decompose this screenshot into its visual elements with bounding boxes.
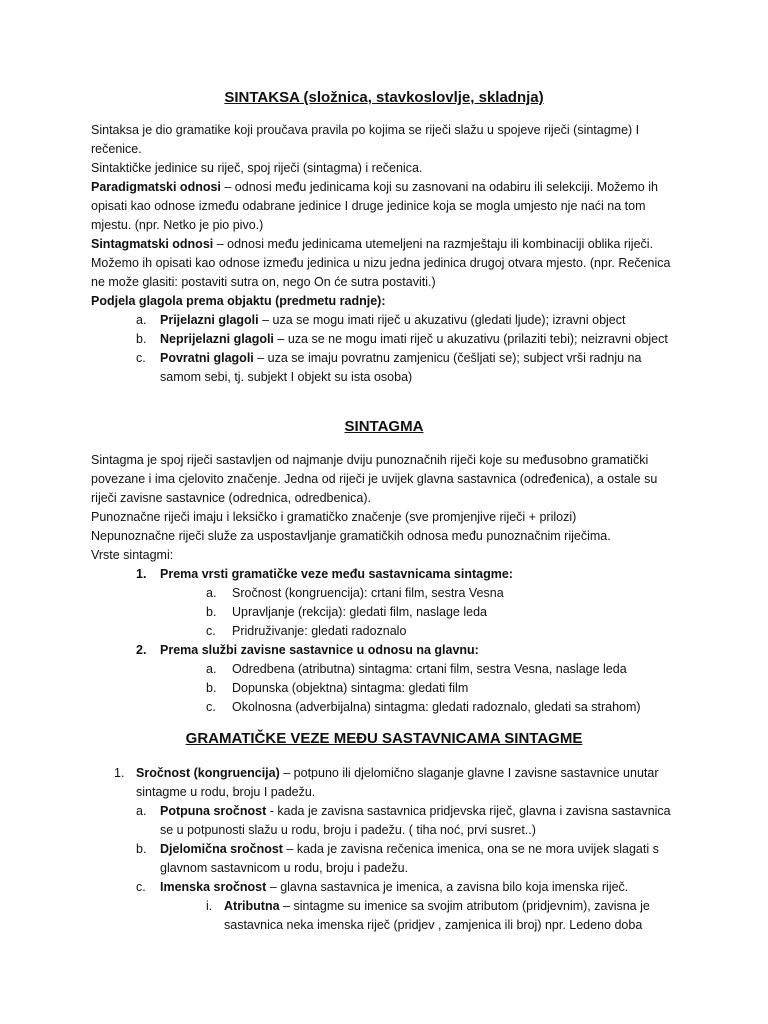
list-text: – sintagme su imenice sa svojim atributom (pridjevnim), zavisna je sastavnica neka imenska riječ (pridjev , zamjenica ili broj) npr. Ledeno doba [224,899,650,932]
list-term: Prijelazni glagoli [160,313,259,327]
paragraph-syntagmatic [91,235,681,292]
list-item [206,660,681,679]
list-term: Potpuna sročnost [160,804,267,818]
paragraph-nepunoznacne: Nepunoznačne riječi služe za uspostavljanje gramatičkih odnosa među punoznačnim riječima. [91,529,611,543]
list-marker: c. [206,700,216,714]
list-item [206,603,681,622]
heading-sintagma: SINTAGMA [344,418,424,435]
paragraph-paradigmatic [91,178,681,235]
list-marker: 1. [114,766,125,780]
list-text: Dopunska (objektna) sintagma: gledati film [232,681,469,695]
list-marker: b. [206,681,217,695]
paragraph-definition: Sintaksa je dio gramatike koji proučava pravila po kojima se riječi slažu u spojeve riječi (sintagme) I rečenice. [91,123,640,156]
list-marker: b. [136,332,147,346]
list-marker: c. [136,880,146,894]
list-item [136,802,684,840]
list-marker: b. [206,605,217,619]
list-item [206,584,681,603]
list-term: Povratni glagoli [160,351,254,365]
list-marker: a. [206,586,217,600]
list-text: – potpuno ili djelomično slaganje glavne I zavisne sastavnice unutar sintagme u rodu, broju I padežu. [136,766,659,799]
list-text: Prema vrsti gramatičke veze među sastavnicama sintagme: [160,567,513,581]
list-text: Prema službi zavisne sastavnice u odnosu na glavnu: [160,643,479,657]
list-term: Imenska sročnost [160,880,267,894]
list-marker: 2. [136,643,147,657]
list-marker: c. [206,624,216,638]
list-item [136,565,681,584]
list-text: Upravljanje (rekcija): gledati film, naslage leda [232,605,487,619]
list-text: Sročnost (kongruencija): crtani film, sestra Vesna [232,586,504,600]
list-item [114,764,684,802]
list-item [206,622,681,641]
sublist [114,802,684,935]
section-gramaticke-veze [114,764,684,935]
heading-gramaticke-veze: GRAMATIČKE VEZE MEĐU SASTAVNICAMA SINTAGME [185,730,583,747]
list-text: Okolnosna (adverbijalna) sintagma: gledati radoznalo, gledati sa strahom) [232,700,641,714]
list-term: Djelomična sročnost [160,842,283,856]
section-sintagma [91,451,681,717]
list-marker: a. [136,804,147,818]
list-item [136,349,681,387]
list-item [136,330,681,349]
list-text: – glavna sastavnica je imenica, a zavisna bilo koja imenska riječ. [266,880,629,894]
types-list [91,565,681,717]
list-item [136,641,681,660]
paragraph-sintagma-definition: Sintagma je spoj riječi sastavljen od najmanje dviju punoznačnih riječi koje su međusobno gramatički povezane i ima cjelovito značenje. Jedna od riječi je uvijek glavna sastavnica (određenica), a ostale su riječi zavisne sastavnice (odrednica, odredbenica). [91,453,658,505]
verb-list [91,311,681,387]
list-item [206,897,684,935]
list-item [136,311,681,330]
list-text: – uza se imaju povratnu zamjenicu (češljati se); subject vrši radnju na samom sebi, tj. subjekt I objekt su ista osoba) [160,351,642,384]
list-marker: c. [136,351,146,365]
list-item [136,840,684,878]
sublist [136,584,681,641]
list-marker: a. [136,313,147,327]
paragraph-punoznacne: Punoznačne riječi imaju i leksičko i gramatičko značenje (sve promjenjive riječi + prilozi) [91,510,577,524]
term-paradigmatic: Paradigmatski odnosi [91,180,221,194]
paragraph-verb-division: Podjela glagola prema objaktu (predmetu radnje): [91,294,386,308]
section-sintaksa [91,121,681,387]
term-syntagmatic: Sintagmatski odnosi [91,237,214,251]
paragraph-vrste: Vrste sintagmi: [91,548,174,562]
paragraph-units: Sintaktičke jedinice su riječ, spoj riječi (sintagma) i rečenica. [91,161,423,175]
list-marker: 1. [136,567,147,581]
sublist [136,897,684,935]
list-text: Odredbena (atributna) sintagma: crtani film, sestra Vesna, naslage leda [232,662,627,676]
list-item [206,679,681,698]
sublist [136,660,681,717]
list-text: – uza se mogu imati riječ u akuzativu (gledati ljude); izravni object [258,313,626,327]
list-term: Sročnost (kongruencija) [136,766,280,780]
text-syntagmatic: – odnosi među jedinicama utemeljeni na razmještaju ili kombinaciji oblika riječi. Možemo ih opisati kao odnose između jedinica u nizu jedna jedinica drugoj otvara mjesto. (npr. Rečenica ne može glasiti: postaviti sutra on, nego On će sutra postaviti.) [91,237,671,289]
list-text: – uza se ne mogu imati riječ u akuzativu (prilaziti tebi); neizravni object [273,332,668,346]
list-text: – kada je zavisna rečenica imenica, ona se ne mora uvijek slagati s glavnom sastavnicom u rodu, broju i padežu. [160,842,659,875]
list-item [136,878,684,897]
list-marker: i. [206,899,213,913]
heading-sintaksa: SINTAKSA (složnica, stavkoslovlje, skladnja) [224,89,544,106]
list-text: Pridruživanje: gledati radoznalo [232,624,407,638]
list-marker: a. [206,662,217,676]
list-item [206,698,681,717]
list-term: Neprijelazni glagoli [160,332,274,346]
list-marker: b. [136,842,147,856]
list-text: - kada je zavisna sastavnica pridjevska riječ, glavna i zavisna sastavnica se u potpunosti slažu u rodu, broju i padežu. ( tiha noć, prvi susret..) [160,804,671,837]
text-paradigmatic: – odnosi među jedinicama koji su zasnovani na odabiru ili selekciji. Možemo ih opisati kao odnose između odabrane jedinice I druge jedinice koja se mogla umjesto nje naći na tom mjestu. (npr. Netko je pio pivo.) [91,180,658,232]
list-term: Atributna [224,899,280,913]
